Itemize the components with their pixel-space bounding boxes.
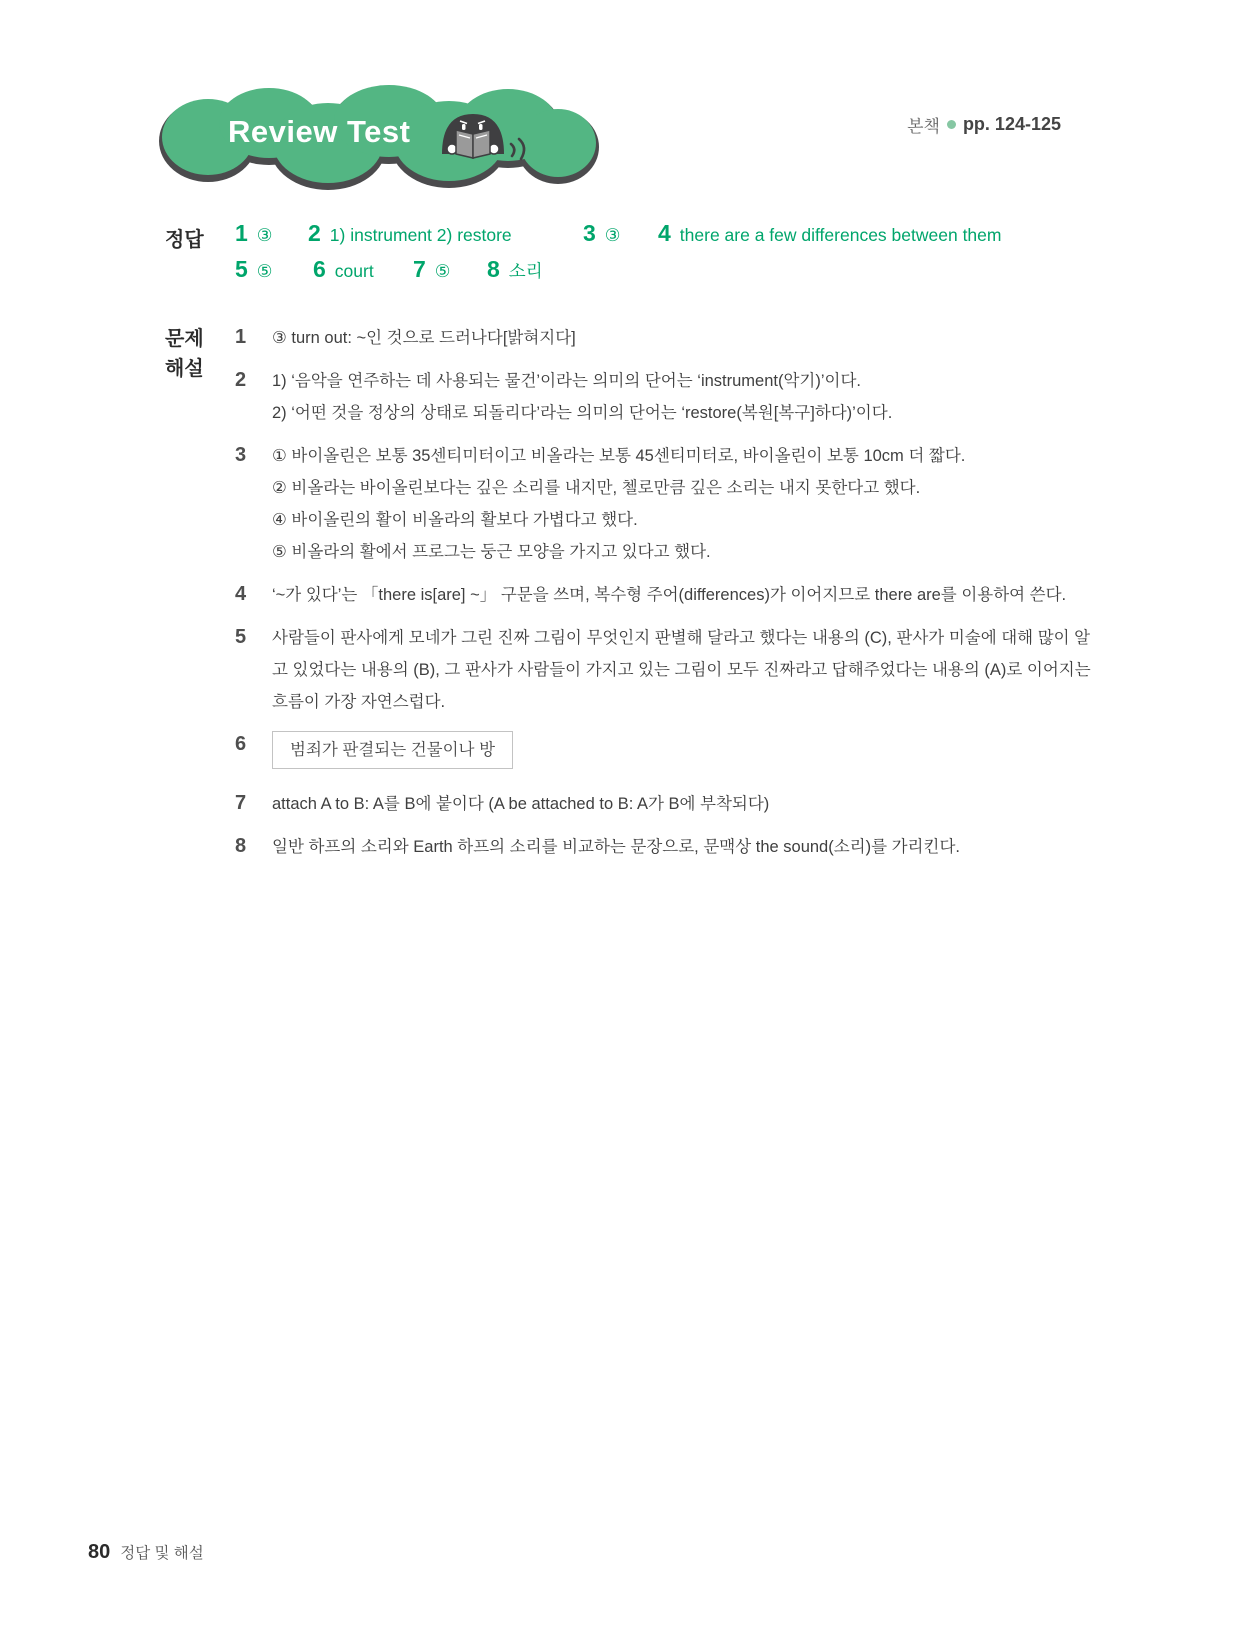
- answer-item-1: 1 ③: [235, 220, 273, 246]
- open-book-icon: [456, 130, 490, 158]
- green-dot-icon: [947, 120, 956, 129]
- footer-section-label: 정답 및 해설: [120, 1545, 204, 1562]
- answer-item-7: 7 ⑤: [413, 256, 451, 282]
- definition-box: 범죄가 판결되는 건물이나 방: [272, 731, 513, 769]
- explanations-label: 문제 해설: [165, 328, 204, 380]
- answer-item-4: 4 there are a few differences between them: [658, 220, 1002, 246]
- answer-item-2: 2 1) instrument 2) restore: [308, 220, 512, 246]
- reading-mascot-icon: [434, 104, 534, 166]
- answers-section: [165, 220, 1095, 292]
- page-title: Review Test: [228, 114, 411, 149]
- explanation-item-1: 1 ③ turn out: ~인 것으로 드러나다[밝혀지다]: [235, 326, 576, 348]
- explanation-item-3: 3 ① 바이올린은 보통 35센티미터이고 비올라는 보통 45센티미터로, 바이올린이 보통 10cm 더 짧다. ② 비올라는 바이올린보다는 깊은 소리를 내지만, 첼로만큼 깊은 소리는 내지 못한다고 했다. ④ 바이올린의 활이 비올라의 활보다 가볍다고 했다. ⑤ 비올라의 활에서 프로그는 둥근 모양을 가지고 있다고 했다.: [235, 444, 966, 561]
- explanation-item-7: 7 attach A to B: A를 B에 붙이다 (A be attached to B: A가 B에 부착되다): [235, 792, 770, 814]
- explanation-item-5: 5 사람들이 판사에게 모네가 그린 진짜 그림이 무엇인지 판별해 달라고 했다는 내용의 (C), 판사가 미술에 대해 많이 알고 있었다는 내용의 (B), 그 판사가 사람들이 가지고 있는 그림이 모두 진짜라고 답해주었다는 내용의 (A)로 이어지는 흐름이 가장 자연스럽다.: [235, 626, 1091, 711]
- page-number: 80: [88, 1541, 111, 1563]
- answer-item-8: 8 소리: [487, 256, 543, 282]
- explanation-item-8: 8 일반 하프의 소리와 Earth 하프의 소리를 비교하는 문장으로, 문맥상 the sound(소리)를 가리킨다.: [235, 835, 960, 857]
- book-reference: [907, 112, 1061, 137]
- page-footer: [88, 1541, 204, 1564]
- explanation-item-6: 6 범죄가 판결되는 건물이나 방: [235, 729, 1100, 777]
- sound-waves-icon: [511, 139, 524, 159]
- answer-item-5: 5 ⑤: [235, 256, 273, 282]
- answers-row-1: [235, 220, 1095, 247]
- answers-label: 정답: [165, 229, 204, 251]
- answer-item-3: 3 ③: [583, 220, 621, 246]
- book-ref-label: 본책: [907, 117, 940, 136]
- explanations-section: [165, 322, 1100, 874]
- book-ref-pages: pp. 124-125: [962, 114, 1061, 134]
- answer-item-6: 6 court: [313, 256, 374, 282]
- explanation-item-2: 2 1) ‘음악을 연주하는 데 사용되는 물건’이라는 의미의 단어는 ‘instrument(악기)’이다. 2) ‘어떤 것을 정상의 상태로 되돌리다’라는 의미의 단어는 ‘restore(복원[복구]하다)’이다.: [235, 369, 893, 422]
- answers-row-2: [235, 256, 1095, 283]
- explanation-item-4: 4 ‘~가 있다’는 「there is[are] ~」 구문을 쓰며, 복수형 주어(differences)가 이어지므로 there are를 이용하여 쓴다.: [235, 583, 1067, 605]
- review-test-header: [156, 82, 606, 194]
